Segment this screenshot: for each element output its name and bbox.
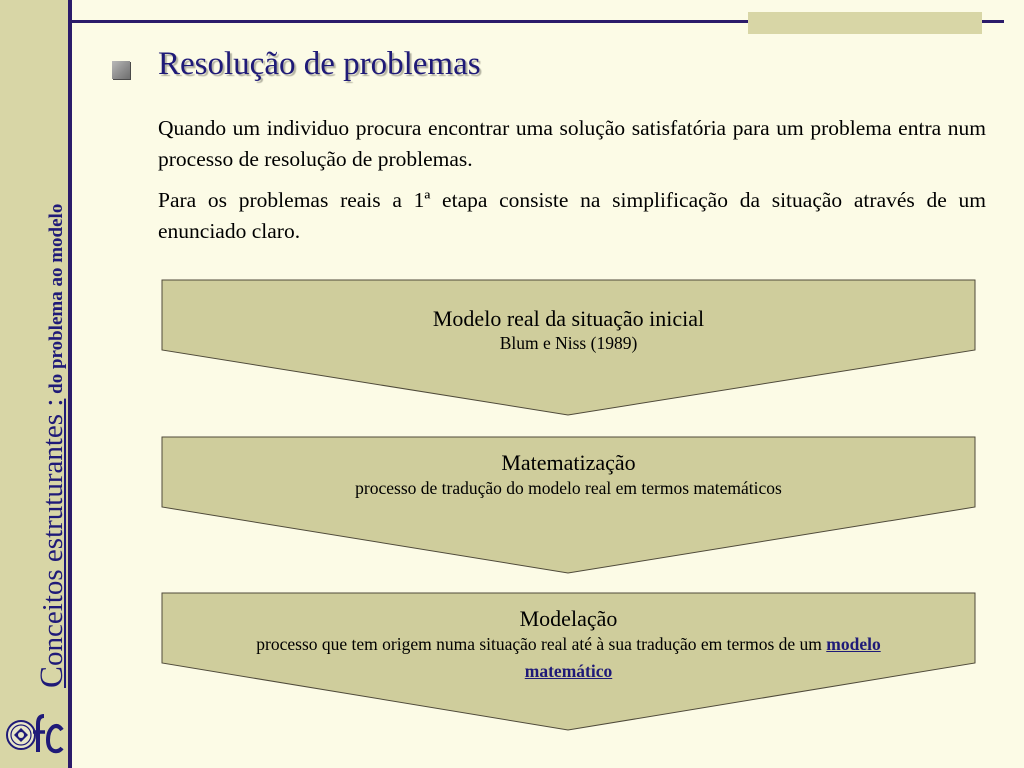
flow-step-2 [162, 451, 975, 502]
flow-step-title: Modelo real da situação inicial [432, 306, 705, 331]
flow-step-3 [162, 607, 975, 685]
flow-step-title: Modelação [519, 606, 618, 631]
flow-step-1 [162, 307, 975, 355]
slide-heading: Resolução de problemas [158, 46, 481, 82]
flow-step-subtitle: processo de tradução do modelo real em termos matemáticos [355, 478, 782, 498]
section-subtitle: do problema ao modelo [46, 203, 67, 399]
flow-step-subtitle: Blum e Niss (1989) [499, 333, 638, 353]
intro-paragraph: Quando um individuo procura encontrar uma solução satisfatória para um problema entra num processo de resolução de problemas. [158, 116, 986, 171]
flow-step-subtitle: processo que tem origem numa situação real até à sua tradução em termos de um modelo matemático [256, 634, 881, 681]
flow-step-title: Matematização [501, 450, 636, 475]
detail-paragraph: Para os problemas reais a 1ª etapa consiste na simplificação da situação através de um enunciado claro. [158, 188, 986, 243]
section-title: Conceitos estruturantes : [34, 398, 70, 688]
modelo-matematico-link[interactable]: modelo matemático [524, 634, 881, 681]
